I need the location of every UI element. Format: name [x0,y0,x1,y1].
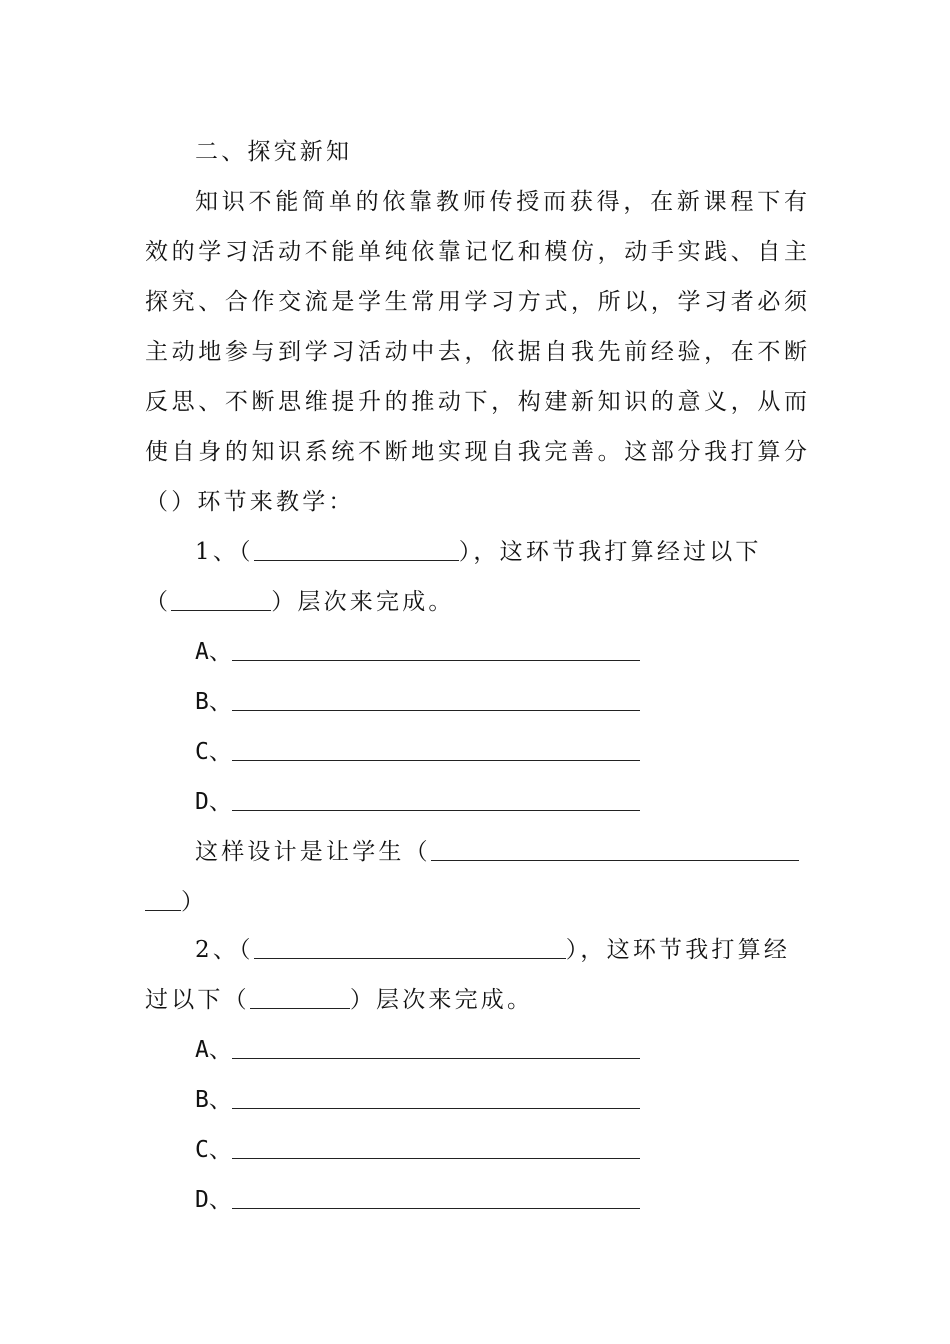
step-1-name-blank[interactable] [254,534,459,561]
answer-blank[interactable] [232,634,640,661]
step-1-option-c: C、 [195,727,807,777]
paragraph-line: 效的学习活动不能单纯依靠记忆和模仿，动手实践、自主 [145,239,807,265]
answer-blank[interactable] [232,684,640,711]
answer-blank[interactable] [232,784,640,811]
design-note-blank-continued[interactable] [145,884,181,911]
answer-blank[interactable] [232,1182,640,1209]
paragraph-line: 知识不能简单的依靠教师传授而获得，在新课程下有 [195,189,807,215]
step-2-number: 2、（ [195,937,254,963]
step-2-option-d: D、 [195,1175,807,1225]
step-1-option-d: D、 [195,777,807,827]
step-2-levels-line: 过以下（ ）层次来完成。 [145,975,807,1025]
section-title: 二、探究新知 [195,139,353,165]
step-2-text: ），这环节我打算经 [565,937,791,963]
step-1-option-b: B、 [195,677,807,727]
step-2-line [195,925,807,975]
design-note-line: 这样设计是让学生（ [195,827,807,877]
step-1-line [195,527,807,577]
step-1-number: 1、（ [195,539,254,565]
step-2-name-blank[interactable] [254,932,566,959]
step-1-levels-line: （ ）层次来完成。 [145,577,807,627]
step-2-option-b: B、 [195,1075,807,1125]
step-1-text: ），这环节我打算经过以下 [458,539,762,565]
paragraph-line: 反思、不断思维提升的推动下，构建新知识的意义，从而 [145,389,807,415]
design-note-line-2: ） [145,877,807,927]
step-1-option-a: A、 [195,627,807,677]
paragraph-line: （）环节来教学： [145,489,355,515]
answer-blank[interactable] [232,1082,640,1109]
paragraph-line: 探究、合作交流是学生常用学习方式，所以，学习者必须 [145,289,807,315]
paragraph-line: 使自身的知识系统不断地实现自我完善。这部分我打算分 [145,439,807,465]
answer-blank[interactable] [232,734,640,761]
step-2-levels-blank[interactable] [250,982,350,1009]
step-1-levels-blank[interactable] [171,584,271,611]
design-note-blank[interactable] [431,834,799,861]
answer-blank[interactable] [232,1032,640,1059]
answer-blank[interactable] [232,1132,640,1159]
step-2-option-a: A、 [195,1025,807,1075]
paragraph-line: 主动地参与到学习活动中去，依据自我先前经验，在不断 [145,339,807,365]
step-2-option-c: C、 [195,1125,807,1175]
